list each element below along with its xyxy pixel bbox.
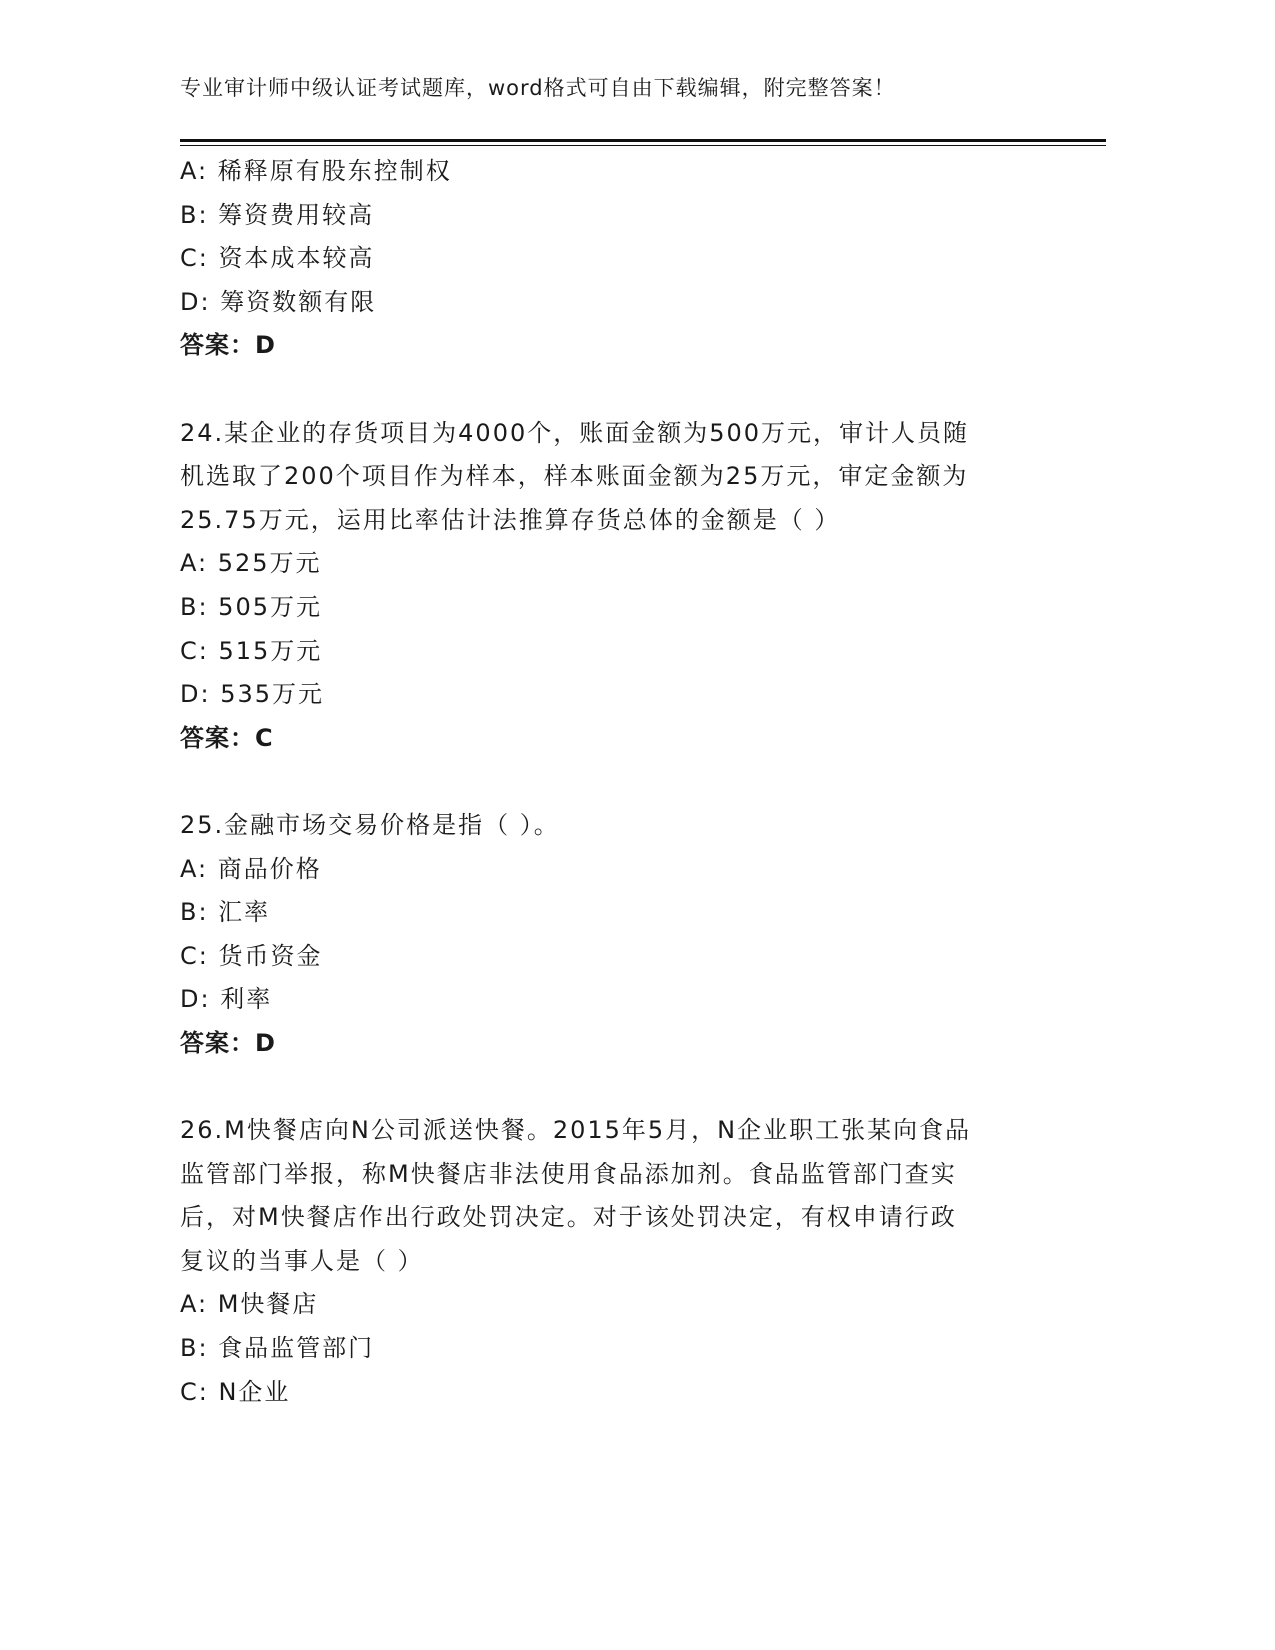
option-a: A: 稀释原有股东控制权	[180, 157, 452, 185]
question-content	[180, 150, 1106, 1414]
question-stem-line: 26.M快餐店向N公司派送快餐。2015年5月，N企业职工张某向食品	[180, 1116, 972, 1145]
option-a: A: 商品价格	[180, 854, 322, 883]
option-d: D: 利率	[180, 985, 273, 1014]
option-c: C: 货币资金	[180, 941, 323, 970]
option-d: D: 535万元	[180, 680, 325, 709]
question-24	[180, 412, 1106, 761]
option-d: D: 筹资数额有限	[180, 287, 377, 316]
question-stem-line: 25.金融市场交易价格是指（ ）。	[180, 810, 560, 839]
option-b: B: 筹资费用较高	[180, 200, 375, 229]
spacer	[180, 368, 1106, 412]
spacer	[180, 1065, 1106, 1109]
question-23	[180, 150, 1106, 368]
question-stem-line: 24.某企业的存货项目为4000个，账面金额为500万元，审计人员随	[180, 418, 970, 447]
header-rule-thin	[180, 145, 1106, 146]
page-header: 专业审计师中级认证考试题库，word格式可自由下载编辑，附完整答案！	[180, 76, 896, 100]
option-b: B: 食品监管部门	[180, 1334, 375, 1363]
question-stem-line: 复议的当事人是（ ）	[180, 1246, 424, 1275]
header-rule-thick	[180, 139, 1106, 142]
option-c: C: N企业	[180, 1377, 291, 1406]
option-b: B: 汇率	[180, 898, 271, 927]
option-a: A: M快餐店	[180, 1290, 319, 1319]
answer-line: 答案：D	[180, 331, 276, 360]
answer-line: 答案：C	[180, 723, 274, 752]
question-stem-line: 机选取了200个项目作为样本，样本账面金额为25万元，审定金额为	[180, 462, 969, 491]
question-stem-line: 监管部门举报，称M快餐店非法使用食品添加剂。食品监管部门查实	[180, 1159, 957, 1188]
spacer	[180, 760, 1106, 804]
option-c: C: 515万元	[180, 636, 323, 665]
question-stem-line: 后，对M快餐店作出行政处罚决定。对于该处罚决定，有权申请行政	[180, 1203, 957, 1232]
question-stem-line: 25.75万元，运用比率估计法推算存货总体的金额是（ ）	[180, 505, 841, 534]
option-c: C: 资本成本较高	[180, 244, 375, 273]
answer-line: 答案：D	[180, 1028, 276, 1057]
option-b: B: 505万元	[180, 592, 322, 621]
option-a: A: 525万元	[180, 549, 322, 578]
question-25	[180, 804, 1106, 1066]
question-26	[180, 1109, 1106, 1414]
